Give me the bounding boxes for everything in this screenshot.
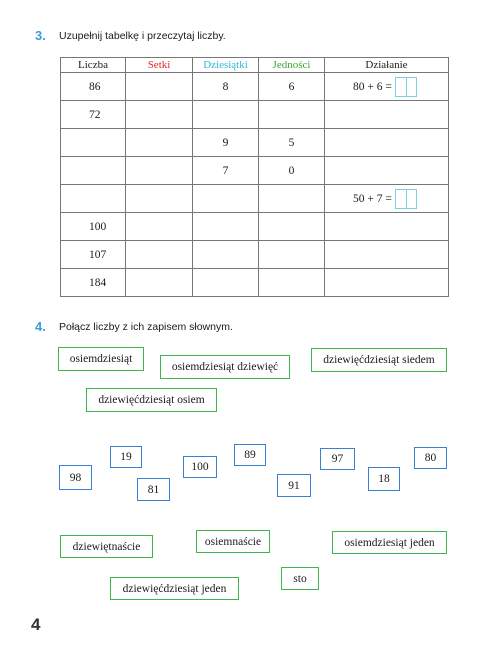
- number-box[interactable]: 89: [234, 444, 266, 466]
- cell-jednosci[interactable]: 0: [259, 157, 325, 185]
- table-row: [61, 185, 449, 213]
- word-box[interactable]: dziewięćdziesiąt osiem: [86, 388, 217, 412]
- header-liczba: Liczba: [61, 58, 126, 73]
- cell-dzialanie[interactable]: [325, 241, 449, 269]
- header-dziesiatki: Dziesiątki: [193, 58, 259, 73]
- answer-box[interactable]: [395, 189, 417, 209]
- cell-setki[interactable]: [126, 241, 193, 269]
- cell-dzialanie[interactable]: [325, 101, 449, 129]
- table-row: [61, 213, 449, 241]
- task-3-instruction: Uzupełnij tabelkę i przeczytaj liczby.: [59, 30, 226, 42]
- cell-dzialanie[interactable]: [325, 213, 449, 241]
- table-header-row: [61, 58, 449, 73]
- cell-liczba[interactable]: 184: [61, 269, 126, 297]
- cell-dziesiatki[interactable]: [193, 185, 259, 213]
- cell-setki[interactable]: [126, 269, 193, 297]
- word-box[interactable]: osiemnaście: [196, 530, 270, 553]
- cell-jednosci[interactable]: [259, 269, 325, 297]
- cell-liczba[interactable]: 100: [61, 213, 126, 241]
- cell-setki[interactable]: [126, 213, 193, 241]
- header-dzialanie: Działanie: [325, 58, 449, 73]
- operation-text: 50 + 7 =: [353, 192, 392, 205]
- table-row: [61, 129, 449, 157]
- number-box[interactable]: 97: [320, 448, 355, 470]
- table-row: [61, 157, 449, 185]
- cell-dziesiatki[interactable]: [193, 241, 259, 269]
- cell-dziesiatki[interactable]: 9: [193, 129, 259, 157]
- word-box[interactable]: sto: [281, 567, 319, 590]
- word-box[interactable]: dziewięćdziesiąt jeden: [110, 577, 239, 600]
- cell-setki[interactable]: [126, 157, 193, 185]
- cell-jednosci[interactable]: 6: [259, 73, 325, 101]
- cell-jednosci[interactable]: [259, 185, 325, 213]
- cell-jednosci[interactable]: [259, 213, 325, 241]
- cell-setki[interactable]: [126, 101, 193, 129]
- cell-liczba[interactable]: [61, 185, 126, 213]
- number-box[interactable]: 18: [368, 467, 400, 491]
- cell-liczba[interactable]: 72: [61, 101, 126, 129]
- cell-dzialanie[interactable]: [325, 269, 449, 297]
- cell-liczba[interactable]: [61, 129, 126, 157]
- number-box[interactable]: 80: [414, 447, 447, 469]
- cell-liczba[interactable]: 107: [61, 241, 126, 269]
- table-row: [61, 73, 449, 101]
- cell-setki[interactable]: [126, 73, 193, 101]
- word-box[interactable]: osiemdziesiąt dziewięć: [160, 355, 290, 379]
- cell-dzialanie[interactable]: [325, 185, 449, 213]
- number-box[interactable]: 19: [110, 446, 142, 468]
- table-row: [61, 101, 449, 129]
- cell-dziesiatki[interactable]: [193, 101, 259, 129]
- cell-dzialanie[interactable]: [325, 73, 449, 101]
- task-3-number: 3.: [35, 28, 46, 43]
- cell-jednosci[interactable]: 5: [259, 129, 325, 157]
- cell-dziesiatki[interactable]: [193, 213, 259, 241]
- table-row: [61, 269, 449, 297]
- cell-dziesiatki[interactable]: 8: [193, 73, 259, 101]
- cell-liczba[interactable]: [61, 157, 126, 185]
- word-box[interactable]: dziewiętnaście: [60, 535, 153, 558]
- word-box[interactable]: osiemdziesiąt jeden: [332, 531, 447, 554]
- header-setki: Setki: [126, 58, 193, 73]
- number-box[interactable]: 98: [59, 465, 92, 490]
- cell-dzialanie[interactable]: [325, 129, 449, 157]
- table-row: [61, 241, 449, 269]
- cell-liczba[interactable]: 86: [61, 73, 126, 101]
- answer-box[interactable]: [395, 77, 417, 97]
- page-number: 4: [31, 615, 41, 634]
- operation-text: 80 + 6 =: [353, 80, 392, 93]
- number-box[interactable]: 100: [183, 456, 217, 478]
- cell-setki[interactable]: [126, 129, 193, 157]
- task-4-number: 4.: [35, 319, 46, 334]
- cell-jednosci[interactable]: [259, 241, 325, 269]
- place-value-table: [60, 57, 449, 297]
- word-box[interactable]: dziewięćdziesiąt siedem: [311, 348, 447, 372]
- header-jednosci: Jedności: [259, 58, 325, 73]
- cell-jednosci[interactable]: [259, 101, 325, 129]
- cell-dziesiatki[interactable]: 7: [193, 157, 259, 185]
- cell-dzialanie[interactable]: [325, 157, 449, 185]
- cell-dziesiatki[interactable]: [193, 269, 259, 297]
- number-box[interactable]: 91: [277, 474, 311, 497]
- number-box[interactable]: 81: [137, 478, 170, 501]
- cell-setki[interactable]: [126, 185, 193, 213]
- word-box[interactable]: osiemdziesiąt: [58, 347, 144, 371]
- task-4-instruction: Połącz liczby z ich zapisem słownym.: [59, 321, 233, 333]
